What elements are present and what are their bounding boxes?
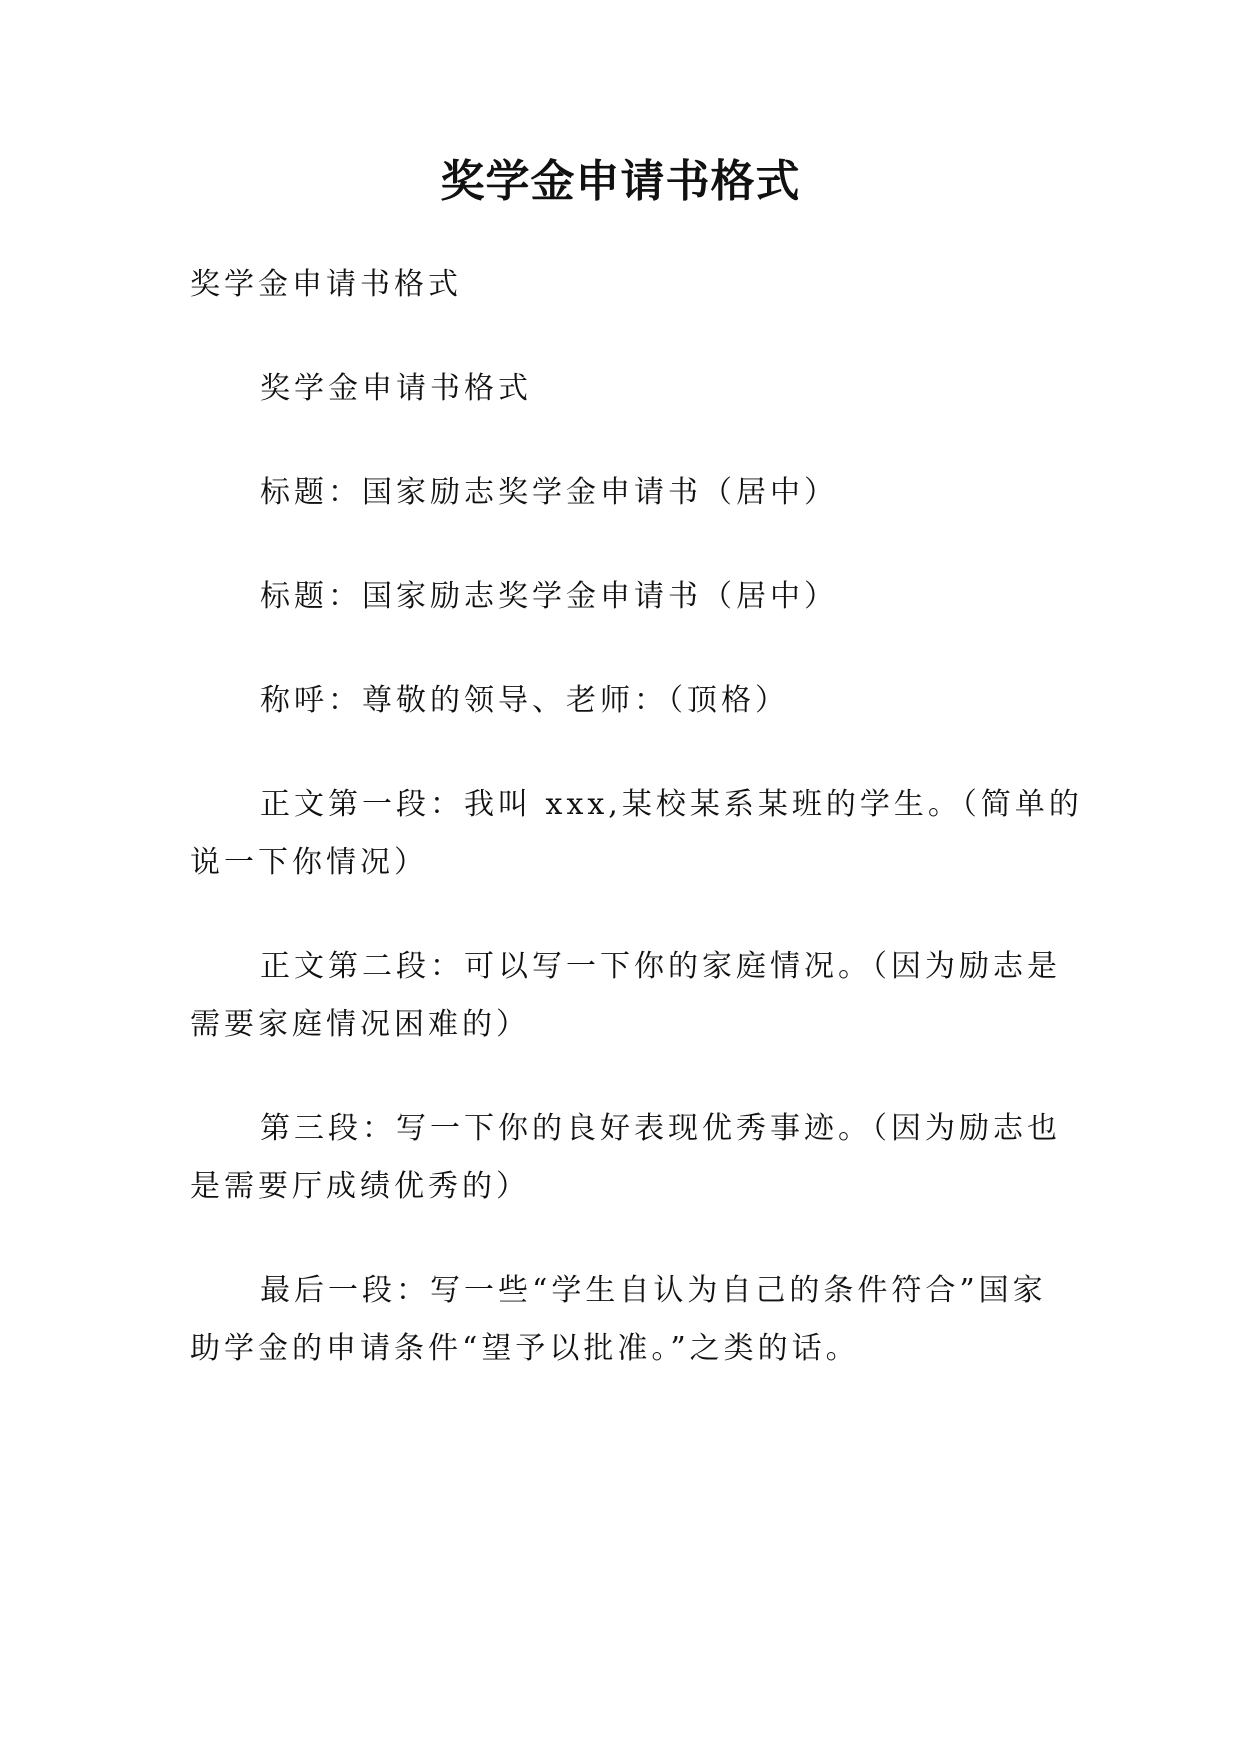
paragraph-line: 正文第二段：可以写一下你的家庭情况。（因为励志是 xyxy=(260,949,1061,984)
paragraph-line: 需要家庭情况困难的） xyxy=(190,1007,530,1042)
paragraph-line: 标题：国家励志奖学金申请书（居中） xyxy=(260,579,838,614)
paragraph-line: 标题：国家励志奖学金申请书（居中） xyxy=(260,475,838,510)
paragraph-line: 第三段：写一下你的良好表现优秀事迹。（因为励志也 xyxy=(260,1111,1061,1146)
paragraph-line: 正文第一段：我叫 xxx,某校某系某班的学生。（简单的 xyxy=(260,787,1083,822)
paragraph-salutation xyxy=(190,672,1060,730)
paragraph-title-instruction-repeat xyxy=(190,568,1060,626)
paragraph-title-instruction xyxy=(190,464,1060,522)
paragraph-line: 助学金的申请条件“望予以批准。”之类的话。 xyxy=(190,1331,860,1366)
paragraph-heading xyxy=(190,256,1060,314)
paragraph-line: 说一下你情况） xyxy=(190,845,428,880)
paragraph-line: 是需要厅成绩优秀的） xyxy=(190,1169,530,1204)
paragraph-line: 最后一段：写一些“学生自认为自己的条件符合”国家 xyxy=(260,1273,1047,1308)
paragraph-body-last xyxy=(190,1262,1060,1378)
paragraph-line: 奖学金申请书格式 xyxy=(260,371,532,406)
paragraph-body-first xyxy=(190,776,1083,892)
paragraph-subheading xyxy=(190,360,1060,418)
paragraph-body-second xyxy=(190,938,1060,1054)
paragraph-line: 奖学金申请书格式 xyxy=(190,267,462,302)
paragraph-body-third xyxy=(190,1100,1060,1216)
paragraph-line: 称呼：尊敬的领导、老师：（顶格） xyxy=(260,683,789,718)
document-title: 奖学金申请书格式 xyxy=(440,156,801,207)
